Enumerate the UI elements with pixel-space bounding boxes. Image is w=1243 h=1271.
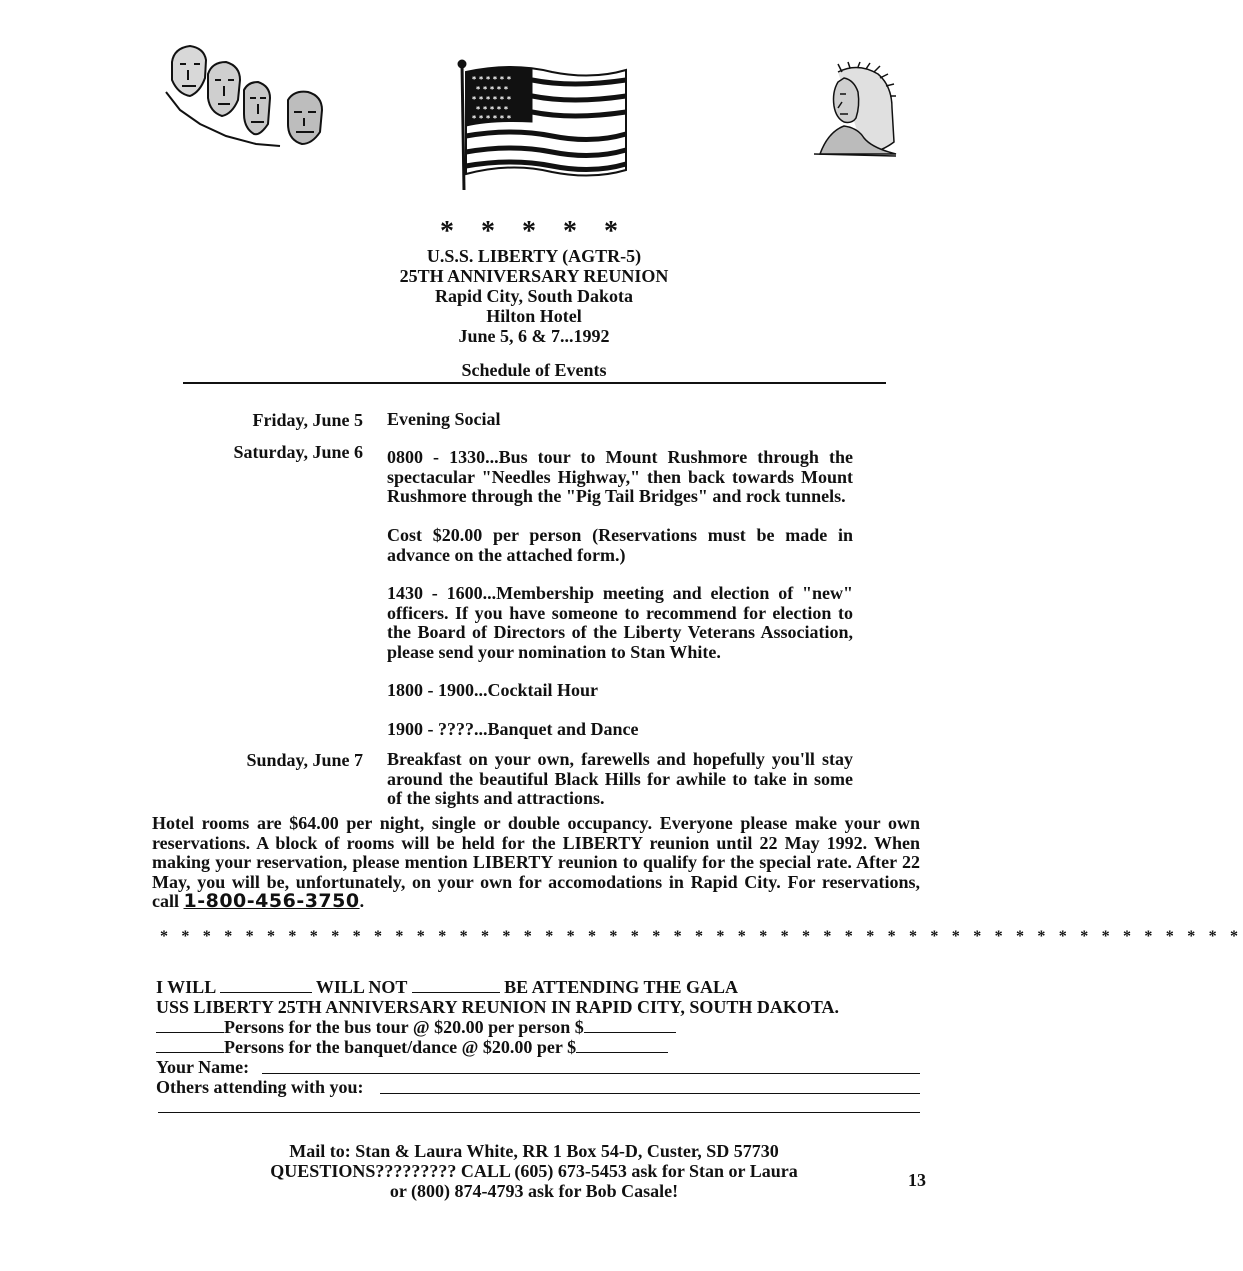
mail-address: Mail to: Stan & Laura White, RR 1 Box 54-D, Custer, SD 57730: [289, 1141, 779, 1161]
attending-label: BE ATTENDING THE GALA: [504, 977, 739, 997]
hotel-text: Hotel rooms are $64.00 per night, single or double occupancy. Everyone please make your own reservations. A block of rooms will be held for the LIBERTY reunion until 22 May 1992. When making your reservation, please mention LIBERTY reunion to qualify for the special rate. After 22 May, you will be, unfortunately, on your own for accomodations in Rapid City.: [152, 813, 920, 892]
saturday-banquet: 1900 - ????...Banquet and Dance: [387, 719, 639, 739]
header-rule: [183, 382, 886, 384]
others-field[interactable]: [380, 1093, 920, 1094]
banquet-amount-blank[interactable]: [576, 1038, 668, 1053]
event-header: [330, 246, 738, 346]
reservation-suffix: .: [359, 891, 365, 911]
sunday-event: Breakfast on your own, farewells and hopefully you'll stay around the beautiful Black Hills for awhile to take in some of the sights and attractions.: [387, 749, 853, 808]
saturday-label: Saturday, June 6: [233, 442, 363, 462]
others-label: Others attending with you:: [156, 1077, 364, 1097]
friday-label: Friday, June 5: [252, 410, 363, 430]
banquet-persons-blank[interactable]: [156, 1038, 224, 1053]
your-name-field[interactable]: [262, 1073, 920, 1074]
reservation-prefix: For reservations, call: [152, 871, 921, 911]
reservation-phone: 1-800-456-3750: [183, 890, 360, 912]
others-field-line-2[interactable]: [158, 1112, 920, 1113]
schedule-title: Schedule of Events: [461, 360, 607, 380]
mount-rushmore-icon: [160, 40, 340, 155]
saturday-bus-cost: Cost $20.00 per person (Reservations must be made in advance on the attached form.): [387, 525, 853, 565]
decorative-stars: * * * * *: [440, 216, 628, 247]
reunion-line: USS LIBERTY 25TH ANNIVERSARY REUNION IN RAPID CITY, SOUTH DAKOTA.: [156, 997, 840, 1017]
bus-tour-persons-blank[interactable]: [156, 1018, 224, 1033]
header-venue: Hilton Hotel: [486, 306, 582, 326]
saturday-cocktail-hour: 1800 - 1900...Cocktail Hour: [387, 680, 598, 700]
saturday-bus-tour: 0800 - 1330...Bus tour to Mount Rushmore through the spectacular "Needles Highway," then back towards Mount Rushmore through the "Pig Tail Bridges" and rock tunnels.: [387, 447, 853, 506]
saturday-membership-meeting: 1430 - 1600...Membership meeting and election of "new" officers. If you have someone to recommend for election to the Board of Directors of the Liberty Veterans Association, please send your nomination to Stan White.: [387, 583, 853, 662]
hotel-info: [152, 814, 920, 912]
banquet-label: Persons for the banquet/dance @ $20.00 per $: [224, 1037, 577, 1057]
attendance-row: [156, 977, 738, 997]
questions-line: QUESTIONS????????? CALL (605) 673-5453 ask for Stan or Laura: [270, 1161, 798, 1181]
header-dates: June 5, 6 & 7...1992: [458, 326, 610, 346]
page-number: 13: [908, 1170, 926, 1190]
svg-text:* * * * * *: * * * * * *: [472, 114, 512, 123]
star-divider: * * * * * * * * * * * * * * * * * * * * * * * * * * * * * * * * * * * * * * * * * * * * * * * * * * *: [160, 928, 1243, 945]
will-not-blank[interactable]: [412, 978, 500, 993]
svg-text:* * * * * *: * * * * * *: [472, 95, 512, 104]
svg-text:* * * * * *: * * * * * *: [472, 75, 512, 84]
i-will-blank[interactable]: [220, 978, 312, 993]
banquet-row: [156, 1037, 668, 1057]
alternate-contact: or (800) 874-4793 ask for Bob Casale!: [389, 1181, 679, 1201]
bus-tour-amount-blank[interactable]: [584, 1018, 676, 1033]
american-flag-icon: [452, 58, 632, 193]
i-will-label: I WILL: [156, 977, 216, 997]
header-ship-name: U.S.S. LIBERTY (AGTR-5): [426, 246, 642, 266]
header-reunion-title: 25TH ANNIVERSARY REUNION: [399, 266, 669, 286]
bus-tour-row: [156, 1017, 676, 1037]
svg-text:* * * * *: * * * * *: [476, 105, 509, 114]
will-not-label: WILL NOT: [315, 977, 408, 997]
sunday-label: Sunday, June 7: [246, 750, 363, 770]
native-chief-headdress-icon: [808, 62, 898, 162]
svg-text:* * * * *: * * * * *: [476, 85, 509, 94]
friday-event: Evening Social: [387, 409, 501, 429]
header-location: Rapid City, South Dakota: [434, 286, 634, 306]
your-name-label: Your Name:: [156, 1057, 250, 1077]
bus-tour-label: Persons for the bus tour @ $20.00 per person $: [224, 1017, 584, 1037]
